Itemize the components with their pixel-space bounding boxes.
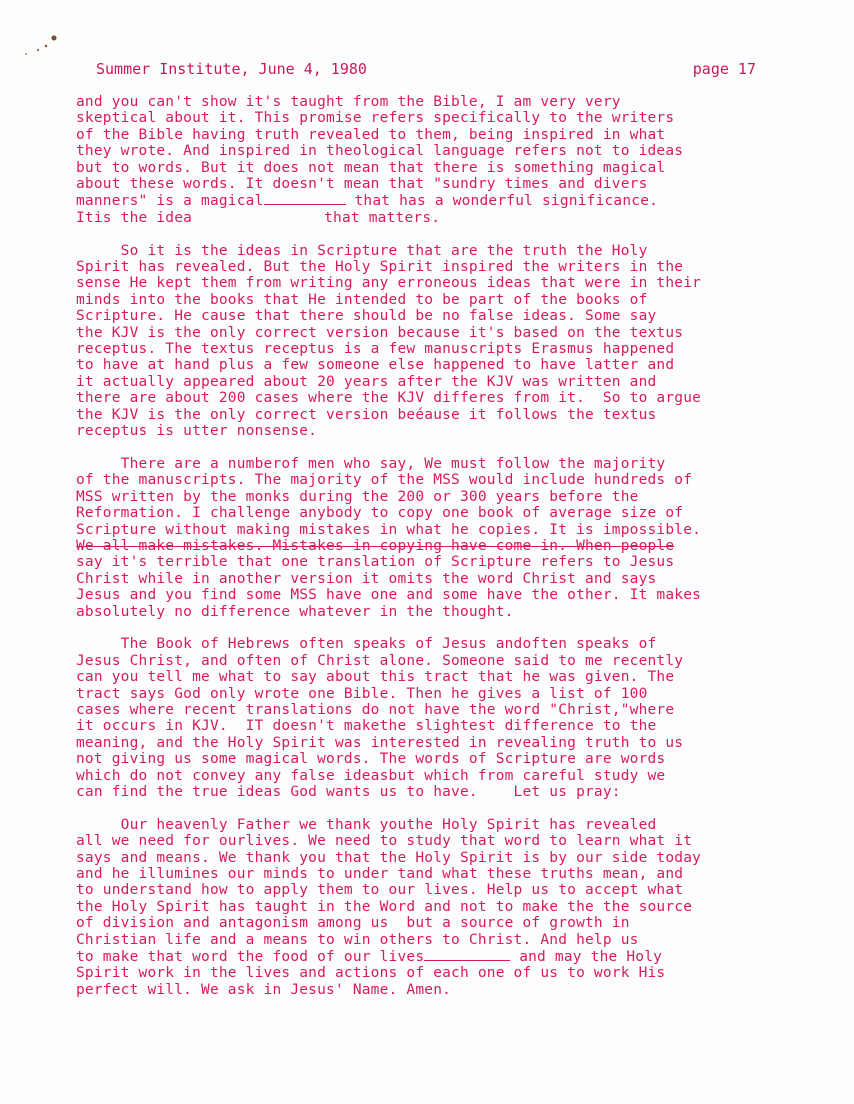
text-line: Christian life and a means to win others to Christ. And help us — [76, 931, 639, 948]
paragraph-5 — [76, 817, 796, 998]
text-fragment: and may the Holy — [510, 949, 663, 966]
text-line: There are a numberof men who say, We must follow the majority — [76, 455, 666, 472]
text-line: The Book of Hebrews often speaks of Jesus andoften speaks of — [76, 636, 657, 653]
header-title: Summer Institute, June 4, 1980 — [96, 60, 367, 78]
text-line: about these words. It doesn't mean that "sundry times and divers — [76, 176, 648, 193]
page-number: page 17 — [692, 60, 756, 78]
text-line: of division and antagonism among us but a source of growth in — [76, 915, 630, 932]
text-fragment: that matters. — [324, 209, 441, 226]
text-line: says and means. We thank you that the Holy Spirit is by our side today — [76, 849, 702, 866]
text-line: can you tell me what to say about this tract that he was given. The — [76, 669, 675, 686]
document-body — [76, 94, 796, 1015]
fill-in-blank — [424, 948, 510, 961]
text-line: Scripture. He cause that there should be no false ideas. Some say — [76, 308, 657, 325]
paragraph-2 — [76, 243, 796, 440]
text-fragment: Itis the idea — [76, 209, 193, 226]
text-line: Jesus Christ, and often of Christ alone. Someone said to me recently — [76, 652, 684, 669]
text-line: Jesus and you find some MSS have one and some have the other. It makes — [76, 587, 702, 604]
text-line: of the Bible having truth revealed to them, being inspired in what — [76, 126, 666, 143]
text-line: receptus. The textus receptus is a few manuscripts Erasmus happened — [76, 341, 675, 358]
text-line: MSS written by the monks during the 200 or 300 years before the — [76, 488, 639, 505]
text-line — [76, 948, 796, 965]
text-line: which do not convey any false ideasbut which from careful study we — [76, 767, 666, 784]
text-line: can find the true ideas God wants us to have. Let us pray: — [76, 784, 621, 801]
text-line: not giving us some magical words. The words of Scripture are words — [76, 751, 666, 768]
text-line: absolutely no difference whatever in the thought. — [76, 603, 514, 620]
fill-in-blank — [264, 192, 346, 205]
text-line: minds into the books that He intended to be part of the books of — [76, 291, 648, 308]
text-line: but to words. But it does not mean that there is something magical — [76, 159, 666, 176]
text-line: meaning, and the Holy Spirit was interested in revealing truth to us — [76, 734, 684, 751]
text-line: the KJV is the only correct version because it's based on the textus — [76, 324, 684, 341]
text-line: Christ while in another version it omits the word Christ and says — [76, 570, 657, 587]
text-line: So it is the ideas in Scripture that are the truth the Holy — [76, 242, 648, 259]
text-line: of the manuscripts. The majority of the MSS would include hundreds of — [76, 472, 693, 489]
text-line: to understand how to apply them to our lives. Help us to accept what — [76, 882, 684, 899]
text-line — [76, 210, 796, 226]
text-line: there are about 200 cases where the KJV differes from it. So to argue — [76, 390, 702, 407]
text-line: tract says God only wrote one Bible. Then he gives a list of 100 — [76, 685, 648, 702]
text-line: Scripture without making mistakes in what he copies. It is impossible. — [76, 521, 702, 538]
text-line: receptus is utter nonsense. — [76, 423, 318, 440]
text-fragment: to make that word the food of our lives — [76, 949, 425, 966]
page-header — [96, 60, 756, 78]
text-line — [76, 192, 796, 209]
text-line: Reformation. I challenge anybody to copy one book of average size of — [76, 505, 684, 522]
text-line: We all make mistakes. Mistakes in copying have come in. When people — [76, 537, 675, 554]
text-line: they wrote. And inspired in theological language refers not to ideas — [76, 143, 684, 160]
text-line: the KJV is the only correct version beéause it follows the textus — [76, 406, 657, 423]
text-line: perfect will. We ask in Jesus' Name. Amen. — [76, 981, 452, 998]
text-line: say it's terrible that one translation of Scripture refers to Jesus — [76, 554, 675, 571]
text-line: to have at hand plus a few someone else happened to have latter and — [76, 357, 675, 374]
text-line: skeptical about it. This promise refers specifically to the writers — [76, 110, 675, 127]
text-line: sense He kept them from writing any erroneous ideas that were in their — [76, 275, 702, 292]
text-line: Our heavenly Father we thank youthe Holy Spirit has revealed — [76, 816, 657, 833]
text-line: the Holy Spirit has taught in the Word and not to make the the source — [76, 898, 693, 915]
text-fragment: manners" is a magical — [76, 193, 264, 210]
text-line: and you can't show it's taught from the Bible, I am very very — [76, 94, 621, 110]
text-line: it actually appeared about 20 years after the KJV was written and — [76, 373, 657, 390]
paragraph-4 — [76, 636, 796, 800]
text-line: Spirit has revealed. But the Holy Spirit inspired the writers in the — [76, 259, 684, 276]
paper-specks — [18, 30, 68, 60]
text-line: and he illumines our minds to under tand what these truths mean, and — [76, 866, 684, 883]
text-line: all we need for ourlives. We need to study that word to learn what it — [76, 833, 693, 850]
text-line: Spirit work in the lives and actions of each one of us to work His — [76, 965, 666, 982]
text-line: cases where recent translations do not have the word "Christ,"where — [76, 701, 675, 718]
paragraph-1 — [76, 94, 796, 226]
text-fragment: that has a wonderful significance. — [345, 193, 659, 210]
paragraph-3 — [76, 456, 796, 620]
text-line: it occurs in KJV. IT doesn't makethe slightest difference to the — [76, 718, 657, 735]
